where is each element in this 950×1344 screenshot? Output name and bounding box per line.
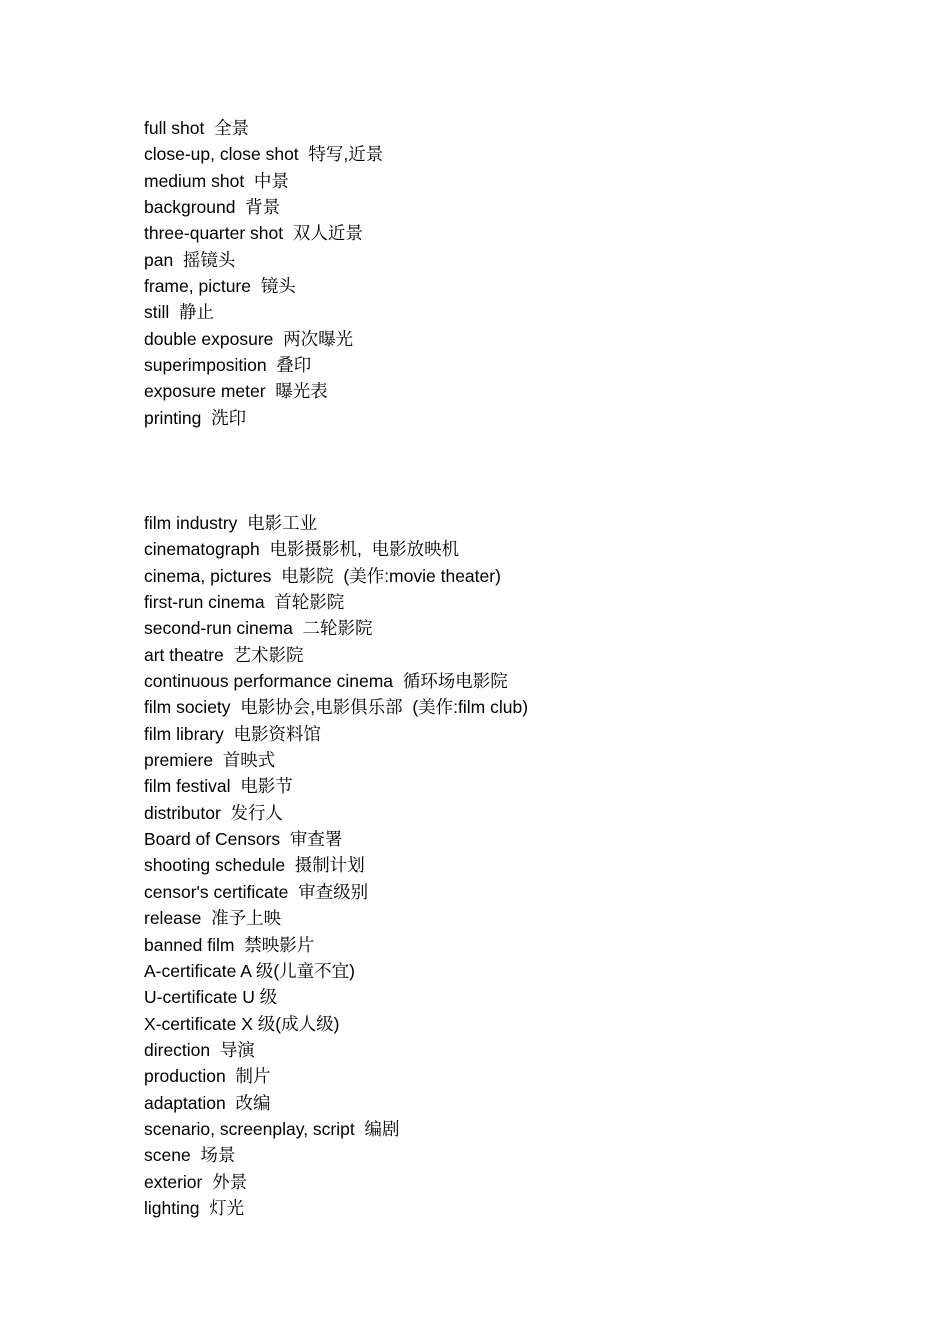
- glossary-entry: continuous performance cinema 循环场电影院: [144, 671, 508, 692]
- glossary-entry: censor's certificate 审查级别: [144, 881, 369, 902]
- glossary-entry: first-run cinema 首轮影院: [144, 592, 345, 613]
- glossary-entry: scenario, screenplay, script 编剧: [144, 1118, 400, 1139]
- glossary-entry: distributor 发行人: [144, 802, 284, 823]
- glossary-entry: exposure meter 曝光表: [144, 381, 328, 402]
- glossary-entry: frame, picture 镜头: [144, 276, 296, 297]
- glossary-entry: film festival 电影节: [144, 776, 293, 797]
- glossary-entry: premiere 首映式: [144, 750, 276, 771]
- glossary-entry: double exposure 两次曝光: [144, 328, 354, 349]
- glossary-entry: A-certificate A 级(儿童不宜): [144, 960, 356, 981]
- glossary-entry: medium shot 中景: [144, 170, 289, 191]
- glossary-entry: pan 摇镜头: [144, 249, 236, 270]
- glossary-entry: three-quarter shot 双人近景: [144, 223, 363, 244]
- glossary-section-industry: [144, 510, 528, 1221]
- glossary-entry: art theatre 艺术影院: [144, 644, 304, 665]
- glossary-entry: cinematograph 电影摄影机, 电影放映机: [144, 539, 460, 560]
- glossary-entry: U-certificate U 级: [144, 987, 278, 1008]
- glossary-entry: film library 电影资料馆: [144, 723, 321, 744]
- glossary-entry: release 准予上映: [144, 908, 282, 929]
- glossary-entry: second-run cinema 二轮影院: [144, 618, 373, 639]
- glossary-entry: film industry 电影工业: [144, 513, 318, 533]
- glossary-entry: production 制片: [144, 1066, 271, 1087]
- glossary-entry: direction 导演: [144, 1039, 255, 1060]
- glossary-entry: shooting schedule 摄制计划: [144, 855, 365, 876]
- glossary-entry: Board of Censors 审查署: [144, 829, 343, 850]
- glossary-section-camera: [144, 115, 383, 431]
- glossary-entry: banned film 禁映影片: [144, 934, 315, 955]
- glossary-entry: background 背景: [144, 197, 281, 218]
- glossary-entry: X-certificate X 级(成人级): [144, 1013, 340, 1034]
- glossary-entry: lighting 灯光: [144, 1197, 245, 1218]
- glossary-entry: scene 场景: [144, 1145, 236, 1166]
- glossary-entry: close-up, close shot 特写,近景: [144, 144, 384, 165]
- glossary-entry: adaptation 改编: [144, 1092, 271, 1113]
- glossary-entry: superimposition 叠印: [144, 355, 312, 376]
- glossary-entry: still 静止: [144, 302, 214, 323]
- glossary-entry: exterior 外景: [144, 1171, 248, 1192]
- glossary-entry: film society 电影协会,电影俱乐部 (美作:film club): [144, 697, 529, 718]
- glossary-entry: printing 洗印: [144, 407, 247, 428]
- glossary-entry: full shot 全景: [144, 118, 250, 138]
- glossary-entry: cinema, pictures 电影院 (美作:movie theater): [144, 565, 501, 586]
